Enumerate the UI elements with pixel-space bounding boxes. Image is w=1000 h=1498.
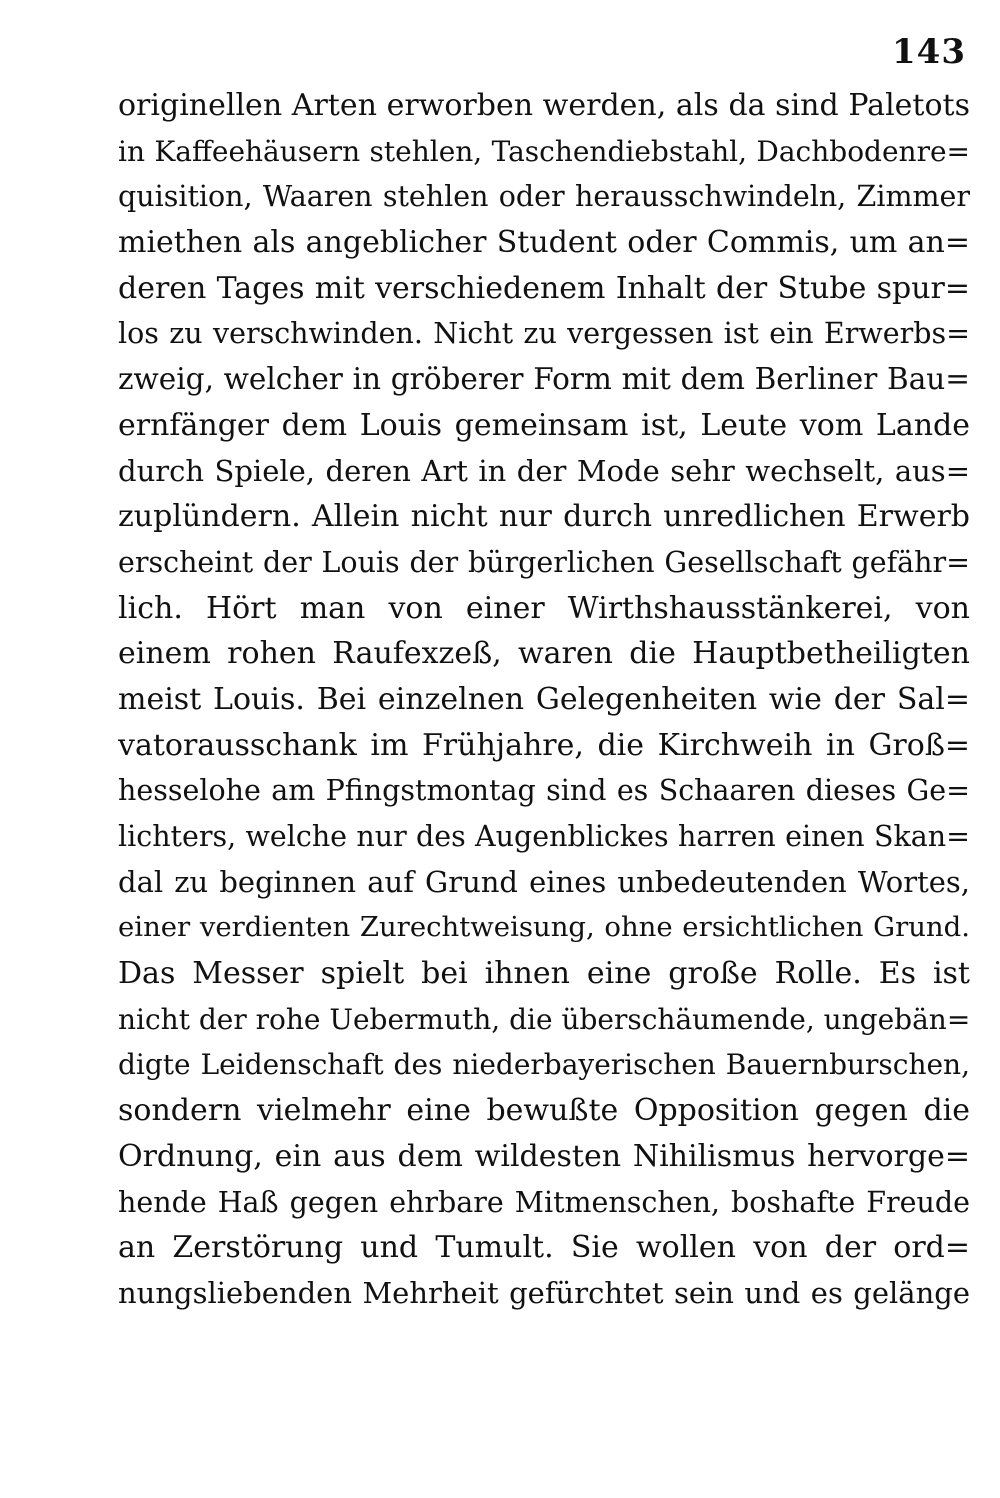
text-line: sondern vielmehr eine bewußte Opposition gegen die xyxy=(118,1093,970,1129)
text-line: lichters, welche nur des Augenblickes harren einen Skan= xyxy=(118,820,970,853)
text-line: vatorausschank im Frühjahre, die Kirchweih in Groß= xyxy=(118,727,970,763)
text-line: miethen als angeblicher Student oder Commis, um an= xyxy=(118,225,970,261)
text-line: Das Messer spielt bei ihnen eine große Rolle. Es ist xyxy=(118,956,970,992)
text-line: zuplündern. Allein nicht nur durch unredlichen Erwerb xyxy=(118,499,970,535)
text-line: nicht der rohe Uebermuth, die überschäumende, ungebän= xyxy=(118,1002,970,1036)
page-number: 143 xyxy=(892,32,966,72)
text-line: in Kaffeehäusern stehlen, Taschendiebstahl, Dachbodenre= xyxy=(118,134,970,168)
text-line: einem rohen Raufexzeß, waren die Hauptbetheiligten xyxy=(118,636,970,672)
text-line: dal zu beginnen auf Grund eines unbedeutenden Wortes, xyxy=(118,864,970,899)
text-line: Ordnung, ein aus dem wildesten Nihilismus hervorge= xyxy=(118,1138,970,1174)
text-line: ernfänger dem Louis gemeinsam ist, Leute vom Lande xyxy=(118,407,970,443)
text-line: hende Haß gegen ehrbare Mitmenschen, boshafte Freude xyxy=(118,1185,970,1219)
text-line: los zu verschwinden. Nicht zu vergessen ist ein Erwerbs= xyxy=(118,317,970,351)
text-line: nungsliebenden Mehrheit gefürchtet sein und es gelänge xyxy=(118,1275,970,1310)
text-line: hesselohe am Pfingstmontag sind es Schaaren dieses Ge= xyxy=(118,774,970,808)
text-line: einer verdienten Zurechtweisung, ohne ersichtlichen Grund. xyxy=(118,911,970,944)
text-line: digte Leidenschaft des niederbayerischen Bauernburschen, xyxy=(118,1048,970,1082)
text-line: erscheint der Louis der bürgerlichen Gesellschaft gefähr= xyxy=(118,545,970,579)
text-line: lich. Hört man von einer Wirthshausstänkerei, von xyxy=(118,590,970,626)
text-line: durch Spiele, deren Art in der Mode sehr wechselt, aus= xyxy=(118,453,970,488)
text-line: zweig, welcher in gröberer Form mit dem Berliner Bau= xyxy=(118,362,970,397)
body-text xyxy=(118,83,970,1317)
text-line: an Zerstörung und Tumult. Sie wollen von der ord= xyxy=(118,1230,970,1266)
text-line: meist Louis. Bei einzelnen Gelegenheiten wie der Sal= xyxy=(118,681,970,717)
text-line: quisition, Waaren stehlen oder herausschwindeln, Zimmer xyxy=(118,180,970,214)
text-line: deren Tages mit verschiedenem Inhalt der Stube spur= xyxy=(118,270,970,306)
text-line: originellen Arten erworben werden, als da sind Paletots xyxy=(118,88,970,123)
